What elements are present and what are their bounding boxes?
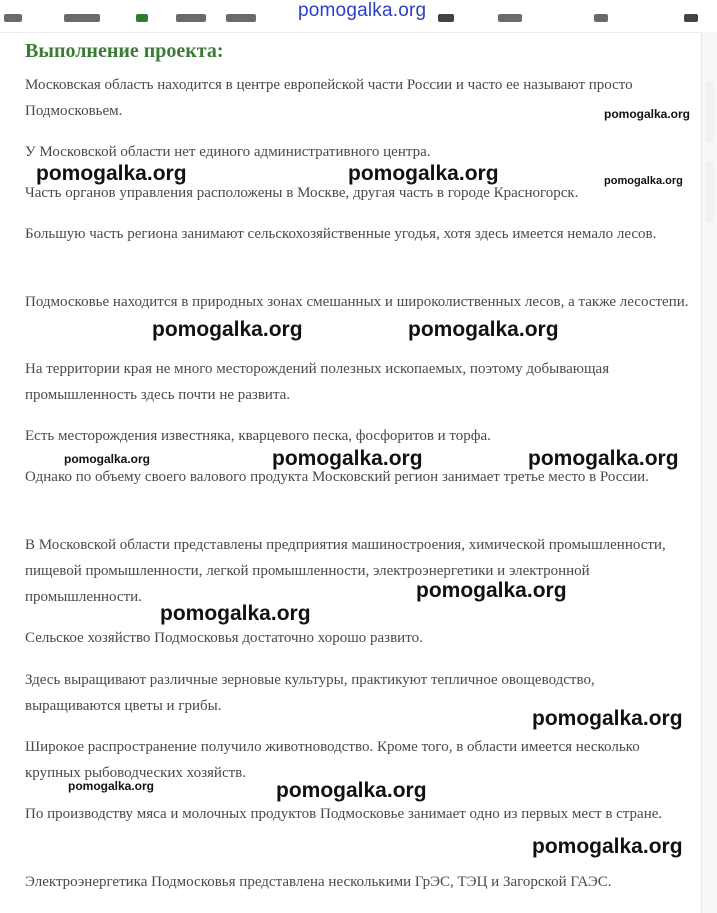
article-paragraph: У Московской области нет единого административного центра. <box>25 144 431 160</box>
article-paragraph: По производству мяса и молочных продуктов Подмосковье занимает одно из первых мест в стране. <box>25 806 663 822</box>
watermark-text: pomogalka.org <box>408 318 559 341</box>
nav-fragment <box>176 14 206 22</box>
sidebar-fragment <box>706 82 714 142</box>
article-paragraph: Сельское хозяйство Подмосковья достаточно хорошо развито. <box>25 630 423 646</box>
article-paragraph: Однако по объему своего валового продукта Московский регион занимает третье место в России. <box>25 469 649 485</box>
watermark-text: pomogalka.org <box>276 779 427 802</box>
watermark-text: pomogalka.org <box>604 107 691 121</box>
sidebar-edge <box>701 32 717 913</box>
site-logo-link[interactable]: pomogalka.org <box>298 0 427 21</box>
section-title: Выполнение проекта: <box>25 40 224 62</box>
watermark-text: pomogalka.org <box>160 602 311 625</box>
article-paragraph: На территории края не много месторождений полезных ископаемых, поэтому добывающая промышленность здесь почти не развита. <box>25 361 610 403</box>
top-navigation-strip <box>0 0 717 33</box>
watermark-text: pomogalka.org <box>272 447 423 470</box>
watermark-text: pomogalka.org <box>532 835 683 858</box>
nav-fragment <box>4 14 22 22</box>
article-paragraph: Есть месторождения известняка, кварцевого песка, фосфоритов и торфа. <box>25 428 491 444</box>
nav-fragment-green <box>136 14 148 22</box>
article-paragraph: Широкое распространение получило животноводство. Кроме того, в области имеется несколько крупных рыбоводческих хозяйств. <box>25 739 640 781</box>
sidebar-fragment <box>706 162 714 222</box>
watermark-text: pomogalka.org <box>152 318 303 341</box>
nav-fragment <box>438 14 454 22</box>
watermark-text: pomogalka.org <box>68 779 155 793</box>
article-paragraph: Московская область находится в центре европейской части России и часто ее называют просто Подмосковьем. <box>25 77 633 119</box>
watermark-text: pomogalka.org <box>604 175 683 187</box>
watermark-text: pomogalka.org <box>348 162 499 185</box>
watermark-text: pomogalka.org <box>36 162 187 185</box>
nav-fragment <box>498 14 522 22</box>
nav-fragment <box>684 14 698 22</box>
article-paragraph: Электроэнергетика Подмосковья представлена несколькими ГрЭС, ТЭЦ и Загорской ГАЭС. <box>25 874 612 890</box>
watermark-text: pomogalka.org <box>532 707 683 730</box>
nav-fragment <box>226 14 256 22</box>
watermark-text: pomogalka.org <box>528 447 679 470</box>
watermark-text: pomogalka.org <box>64 452 151 466</box>
article-paragraph: В Московской области представлены предприятия машиностроения, химической промышленности, пищевой промышленности, легкой промышленности, электроэнергетики и электронной промышленности. <box>25 537 666 605</box>
nav-fragment <box>594 14 608 22</box>
article-paragraph: Часть органов управления расположены в Москве, другая часть в городе Красногорск. <box>25 185 579 201</box>
nav-fragment <box>64 14 100 22</box>
watermark-text: pomogalka.org <box>416 579 567 602</box>
article-paragraph: Подмосковье находится в природных зонах смешанных и широколиственных лесов, а также лесостепи. <box>25 294 689 310</box>
article-paragraph: Здесь выращивают различные зерновые культуры, практикуют тепличное овощеводство, выращиваются цветы и грибы. <box>25 672 595 714</box>
article-paragraph: Большую часть региона занимают сельскохозяйственные угодья, хотя здесь имеется немало лесов. <box>25 226 657 242</box>
